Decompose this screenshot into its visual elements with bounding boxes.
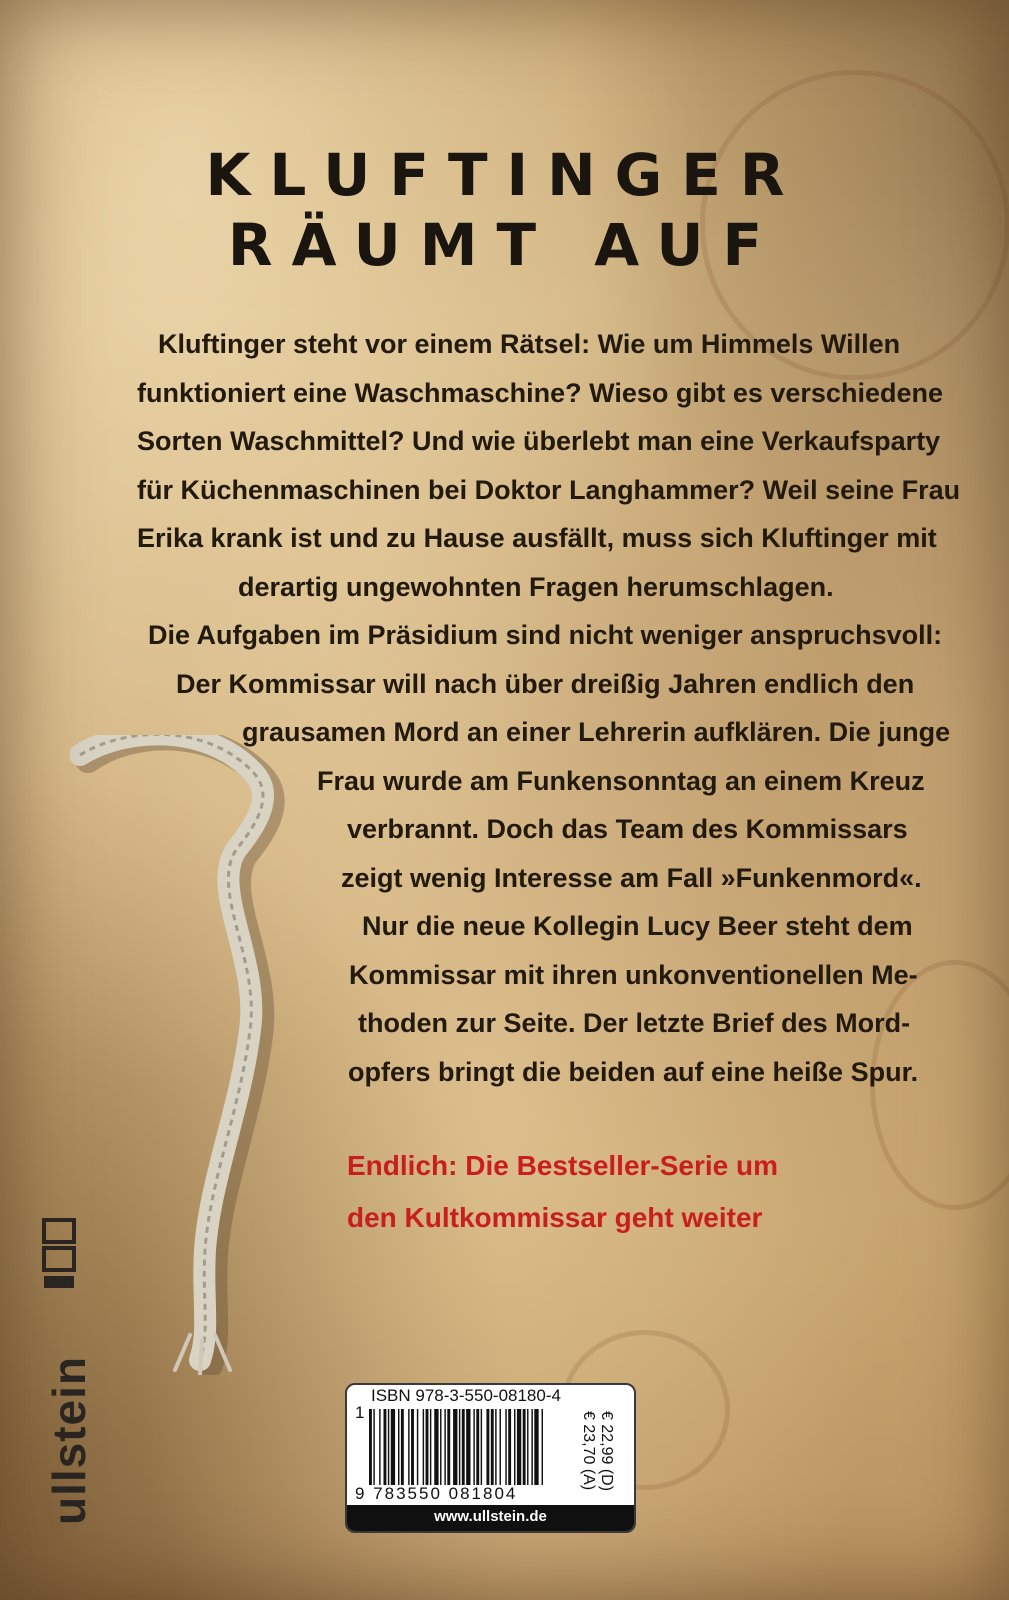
blurb-line: Erika krank ist und zu Hause ausfällt, muss sich Kluftinger mit xyxy=(137,523,937,553)
barcode-bar xyxy=(447,1409,450,1485)
blurb-line: Kommissar mit ihren unkonventionellen Me- xyxy=(349,959,918,990)
price-germany: € 22,99 (D) xyxy=(598,1411,615,1492)
barcode-bar xyxy=(411,1409,414,1485)
blurb-line: verbrannt. Doch das Team des Kommissars xyxy=(347,814,908,844)
barcode-bar xyxy=(534,1409,538,1485)
blurb-line: Sorten Waschmittel? Und wie überlebt man eine Verkaufsparty xyxy=(137,426,941,456)
barcode-bar xyxy=(517,1409,521,1485)
barcode-bar xyxy=(391,1409,395,1485)
book-title xyxy=(0,140,1009,280)
barcode-bar xyxy=(500,1409,501,1485)
blurb-line: Die Aufgaben im Präsidium sind nicht weniger anspruchsvoll: xyxy=(148,620,943,650)
barcode-bar xyxy=(476,1409,479,1485)
barcode-bar xyxy=(388,1409,389,1485)
tagline-line-1: Endlich: Die Bestseller-Serie um xyxy=(347,1150,779,1181)
blurb-line: zeigt wenig Interesse am Fall »Funkenmord«. xyxy=(341,862,922,893)
barcode-lead-digit: 1 xyxy=(355,1403,365,1422)
blurb-line: Nur die neue Kollegin Lucy Beer steht dem xyxy=(362,911,913,941)
barcode-bar xyxy=(401,1409,404,1485)
barcode-bar xyxy=(542,1409,543,1485)
tagline xyxy=(347,1140,778,1244)
barcode-bar xyxy=(408,1409,409,1485)
barcode-bar xyxy=(508,1409,511,1485)
publisher-name: ullstein xyxy=(43,1355,95,1525)
barcode-bar xyxy=(505,1409,506,1485)
barcode-bar xyxy=(473,1409,474,1485)
barcode-bar xyxy=(459,1409,460,1485)
barcode-bar xyxy=(384,1409,387,1485)
barcode-bar xyxy=(491,1409,494,1485)
blurb-line: Der Kommissar will nach über dreißig Jahren endlich den xyxy=(176,668,915,699)
barcode-box xyxy=(345,1383,636,1533)
blurb-line: grausamen Mord an einer Lehrerin aufklären. Die junge xyxy=(242,717,951,747)
barcode-bar xyxy=(417,1409,418,1485)
barcode-bar xyxy=(523,1409,526,1485)
barcode-bar xyxy=(379,1409,380,1485)
barcode-bars xyxy=(369,1409,605,1485)
blurb-text xyxy=(0,320,1009,1096)
barcode-bar xyxy=(440,1409,441,1485)
barcode-bar xyxy=(527,1409,528,1485)
barcode-bar xyxy=(444,1409,445,1485)
barcode-bar xyxy=(514,1409,515,1485)
blurb-line: für Küchenmaschinen bei Doktor Langhammer? Weil seine Frau xyxy=(137,474,961,505)
barcode-bar xyxy=(453,1409,457,1485)
barcode-bar xyxy=(434,1409,438,1485)
book-title-line-2: RÄUMT AUF xyxy=(227,211,782,279)
barcode-bar xyxy=(481,1409,482,1485)
blurb-line: derartig ungewohnten Fragen herumschlagen. xyxy=(238,571,834,602)
blurb-line: Frau wurde am Funkensonntag an einem Kreuz xyxy=(317,765,925,796)
publisher-website: www.ullstein.de xyxy=(347,1505,634,1531)
barcode-bar xyxy=(486,1409,489,1485)
barcode-bar xyxy=(466,1409,470,1485)
price-block xyxy=(579,1411,615,1491)
blurb-line: Kluftinger steht vor einem Rätsel: Wie um Himmels Willen xyxy=(158,329,901,359)
blurb-line: opfers bringt die beiden auf eine heiße Spur. xyxy=(348,1056,919,1087)
barcode-bar xyxy=(531,1409,532,1485)
barcode-digits: 9 783550 081804 xyxy=(355,1484,518,1503)
barcode-bar xyxy=(398,1409,399,1485)
isbn-text: ISBN 978-3-550-08180-4 xyxy=(371,1386,561,1405)
blurb-line: thoden zur Seite. Der letzte Brief des Mord- xyxy=(358,1008,911,1038)
publisher-logo-icon xyxy=(40,1218,80,1290)
barcode-bar xyxy=(423,1409,424,1485)
barcode-bar xyxy=(430,1409,431,1485)
barcode-bar xyxy=(462,1409,465,1485)
tagline-line-2: den Kultkommissar geht weiter xyxy=(347,1202,763,1233)
blurb-line: funktioniert eine Waschmaschine? Wieso gibt es verschiedene xyxy=(137,377,943,408)
book-title-line-1: KLUFTINGER xyxy=(205,141,804,209)
price-austria: € 23,70 (A) xyxy=(580,1411,597,1491)
barcode-bar xyxy=(495,1409,496,1485)
barcode-bar xyxy=(426,1409,429,1485)
barcode-bar xyxy=(373,1409,374,1485)
barcode-bar xyxy=(369,1409,372,1485)
